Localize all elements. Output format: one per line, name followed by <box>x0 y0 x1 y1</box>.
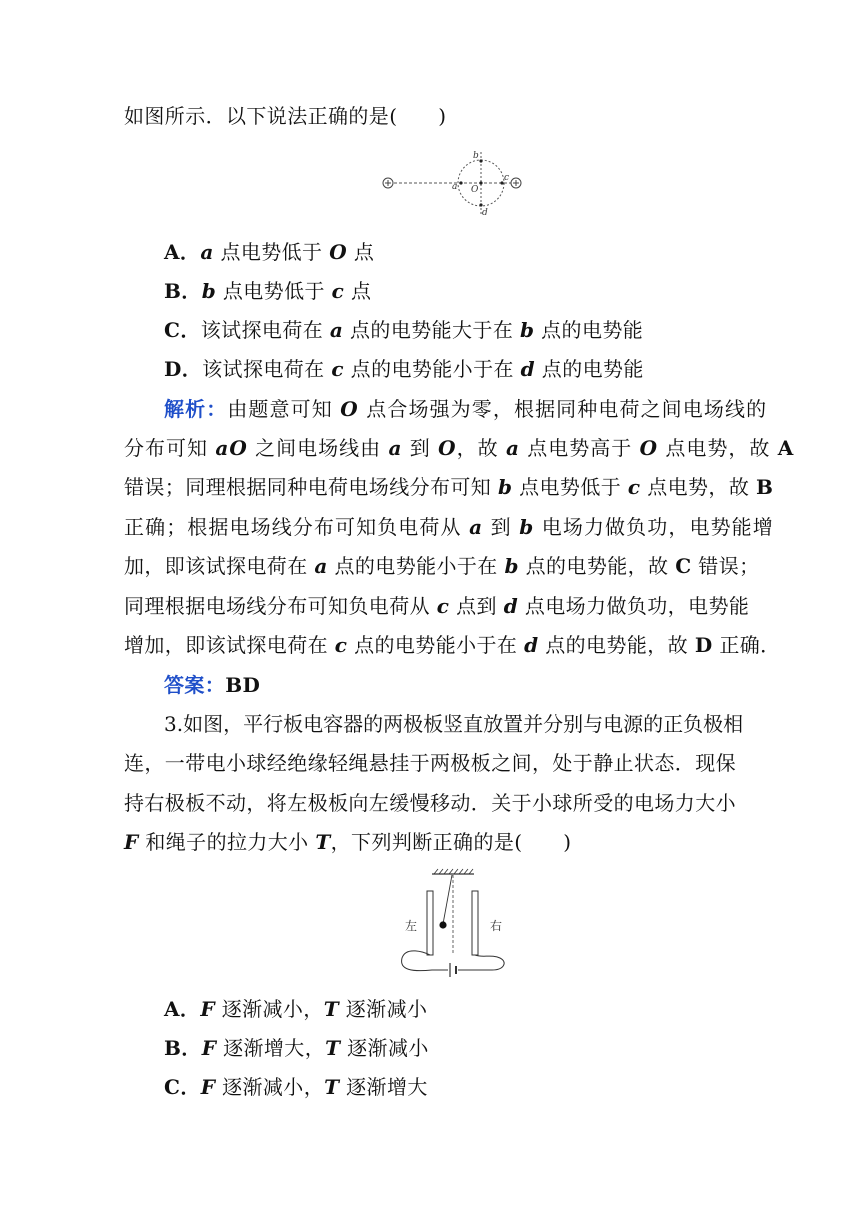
q3-option-a: A．F 逐渐减小，T 逐渐减小 <box>164 997 428 1021</box>
left-plate <box>427 891 433 955</box>
point-b-dot <box>479 159 482 162</box>
q2-option-b: B．b 点电势低于 c 点 <box>164 279 372 303</box>
q3-stem-line-3: 持右极板不动，将左极板向左缓慢移动．关于小球所受的电场力大小 <box>124 791 736 815</box>
ceiling-hatch-icon <box>432 869 474 874</box>
insulating-string <box>443 875 452 924</box>
label-d: d <box>482 208 488 218</box>
charge-circle-figure <box>376 146 532 222</box>
q2-analysis-line-4: 正确；根据电场线分布可知负电荷从 a 到 b 电场力做负功，电势能增 <box>124 515 774 539</box>
left-label: 左 <box>405 919 418 933</box>
charged-ball <box>439 921 446 928</box>
q2-option-c: C．该试探电荷在 a 点的电势能大于在 b 点的电势能 <box>164 318 644 342</box>
analysis-label: 解析： <box>164 397 228 421</box>
answer-value: BD <box>225 673 261 697</box>
q3-option-c: C．F 逐渐减小，T 逐渐增大 <box>164 1075 428 1099</box>
battery-icon <box>450 963 456 977</box>
right-label: 右 <box>490 919 503 933</box>
q2-analysis-line-2: 分布可知 aO 之间电场线由 a 到 O，故 a 点电势高于 O 点电势，故 A <box>124 436 795 460</box>
q2-stem: 如图所示．以下说法正确的是( ) <box>124 104 447 128</box>
q3-stem-line-2: 连，一带电小球经绝缘轻绳悬挂于两极板之间，处于静止状态．现保 <box>124 751 736 775</box>
label-b: b <box>473 151 479 161</box>
q2-option-d: D．该试探电荷在 c 点的电势能小于在 d 点的电势能 <box>164 357 644 381</box>
point-d-dot <box>479 203 482 206</box>
left-positive-charge-icon <box>383 178 393 188</box>
q3-stem-line-1: 3.如图，平行板电容器的两极板竖直放置并分别与电源的正负极相 <box>164 712 744 736</box>
q2-analysis-line-3: 错误；同理根据同种电荷电场线分布可知 b 点电势低于 c 点电势，故 B <box>124 475 774 499</box>
label-O: O <box>471 185 479 195</box>
q2-analysis-line-5: 加，即该试探电荷在 a 点的电势能小于在 b 点的电势能，故 C 错误； <box>124 554 760 578</box>
q2-analysis-line-7: 增加，即该试探电荷在 c 点的电势能小于在 d 点的电势能，故 D 正确． <box>124 633 781 657</box>
right-positive-charge-icon <box>511 178 521 188</box>
q3-stem-line-4: F 和绳子的拉力大小 T，下列判断正确的是( ) <box>124 830 572 854</box>
q2-answer <box>164 671 260 699</box>
label-a: a <box>452 182 458 192</box>
capacitor-figure <box>392 866 522 978</box>
q2-option-a: A．a 点电势低于 O 点 <box>164 240 375 264</box>
circuit-wire <box>402 951 505 971</box>
point-O-dot <box>479 181 482 184</box>
q2-analysis-line-1: 解析：由题意可知 O 点合场强为零，根据同种电荷之间电场线的 <box>164 397 768 421</box>
right-plate <box>472 891 478 955</box>
point-a-dot <box>459 181 462 184</box>
q2-analysis-line-6: 同理根据电场线分布可知负电荷从 c 点到 d 点电场力做负功，电势能 <box>124 594 750 618</box>
label-c: c <box>504 173 510 183</box>
answer-label: 答案： <box>164 673 226 697</box>
q3-option-b: B．F 逐渐增大，T 逐渐减小 <box>164 1036 429 1060</box>
